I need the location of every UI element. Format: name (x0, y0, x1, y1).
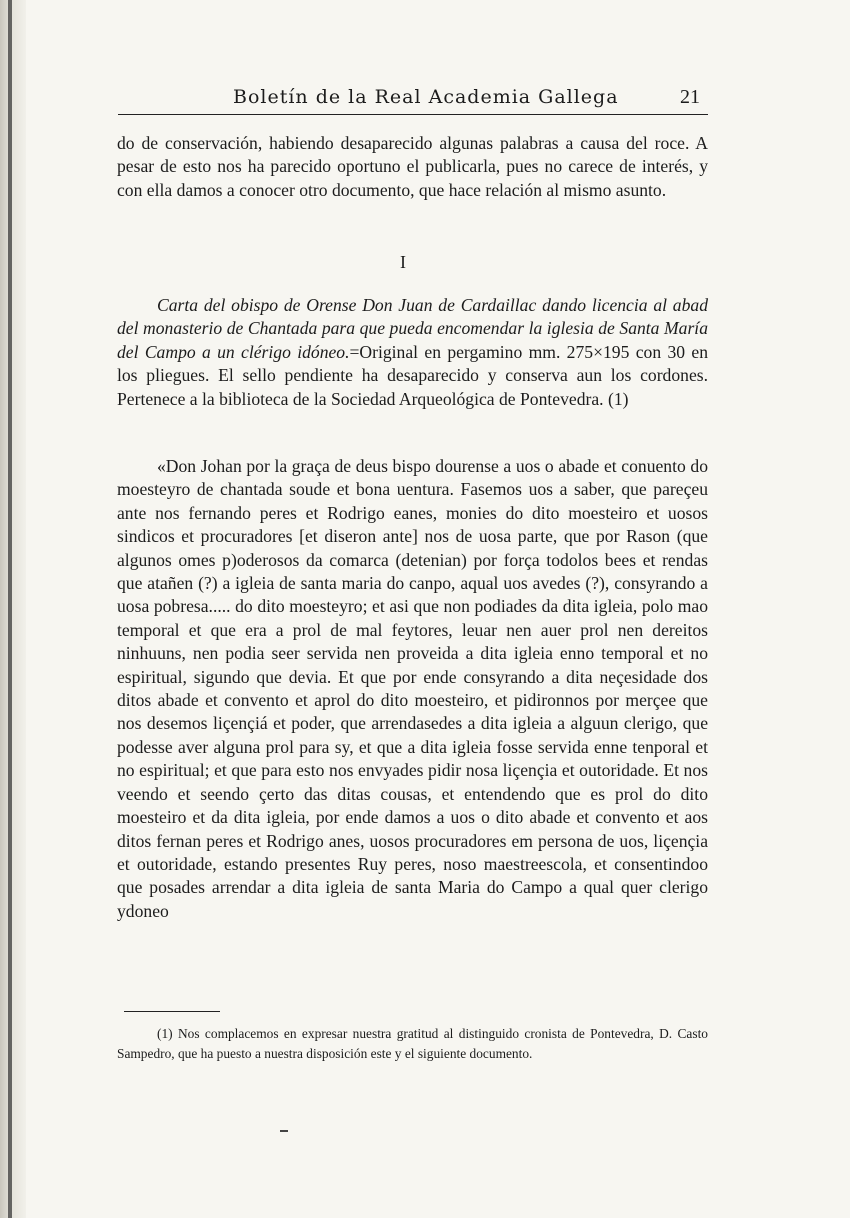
document-description: =Original en pergamino mm. 275×195 con 30 en los pliegues. El sello pendiente ha desaparecido y conserva aun los cordones. Pertenece a la biblioteca de la Sociedad Arqueológica de Pontevedra. (1) (117, 341, 708, 409)
document-title: Carta del obispo de Orense Don Juan de Cardaillac dando licencia al abad del monasterio de Chantada para que pueda encomendar la iglesia de Santa María del Campo a un clérigo idóneo. (117, 295, 708, 362)
charter-text: «Don Johan por la graça de deus bispo dourense a uos o abade et conuento do moesteyro de chantada soude et bona uentura. Fasemos uos a saber, que pareçeu ante nos fernando peres et Rodrigo eanes, monies do dito moesteiro et uosos sindicos et procuradores [et diseron ante] nos de uosa parte, que por Rason (que algunos omes p)oderosos da comarca (detenian) por força todolos bees et rendas que atañen (?) a igleia de santa maria do canpo, aqual uos avedes (?), consyrando a uosa pobresa..... do dito moesteyro; et asi que non podiades da dita igleia, polo mao temporal et que era a prol de mal feytores, leuar nen auer prol nen dereitos ninhuuns, nen podia seer servida nen proveida a dita igleia enno temporal et no espiritual, sigundo que devia. Et que por ende consyrando a dita neçesidade dos ditos abade et convento et aprol do dito moesteiro, et pidironnos por merçee que nos desemos liçençiá et poder, que arrendasedes a dita igleia a alguun clerigo, que podesse aver alguna prol para sy, et que a dita igleia fosse servida enne tenporal et no espiritual; et que para esto nos envyades pidir nosa liçençia et outoridade. Et nos veendo et seendo çerto das ditas cousas, et entendendo que es prol do dito moesteiro et da dita igleia, por ende damos a uos o dito abade et convento et aos ditos fernan peres et Rodrigo anes, uosos procuradores em persona de uos, liçençia et outoridade, estando presentes Ruy peres, noso maestreescola, et consentindoo que posades arrendar a dita igleia de santa Maria do Campo a qual quer clerigo ydoneo (117, 456, 708, 921)
intro-section (117, 132, 708, 202)
section-number: I (400, 252, 406, 272)
document-heading-paragraph (117, 294, 708, 411)
scan-artifact (280, 1130, 288, 1132)
footnotes-section (117, 1024, 708, 1064)
running-header (118, 84, 708, 115)
binding-shadow (8, 0, 12, 1218)
intro-paragraph: do de conservación, habiendo desaparecido algunas palabras a causa del roce. A pesar de esto nos ha parecido oportuno el publicarla, pues no carece de interés, y con ella damos a conocer otro documento, que hace relación al mismo asunto. (117, 133, 708, 200)
footnote-1: (1) Nos complacemos en expresar nuestra gratitud al distinguido cronista de Pontevedra, D. Casto Sampedro, que ha puesto a nuestra disposición este y el siguiente documento. (117, 1026, 708, 1061)
page-number: 21 (680, 86, 700, 108)
journal-title: Boletín de la Real Academia Gallega (233, 86, 619, 108)
scan-page-edge (0, 0, 26, 1218)
document-heading (117, 294, 708, 411)
charter-section (117, 455, 708, 923)
footnote-divider (124, 1011, 220, 1012)
